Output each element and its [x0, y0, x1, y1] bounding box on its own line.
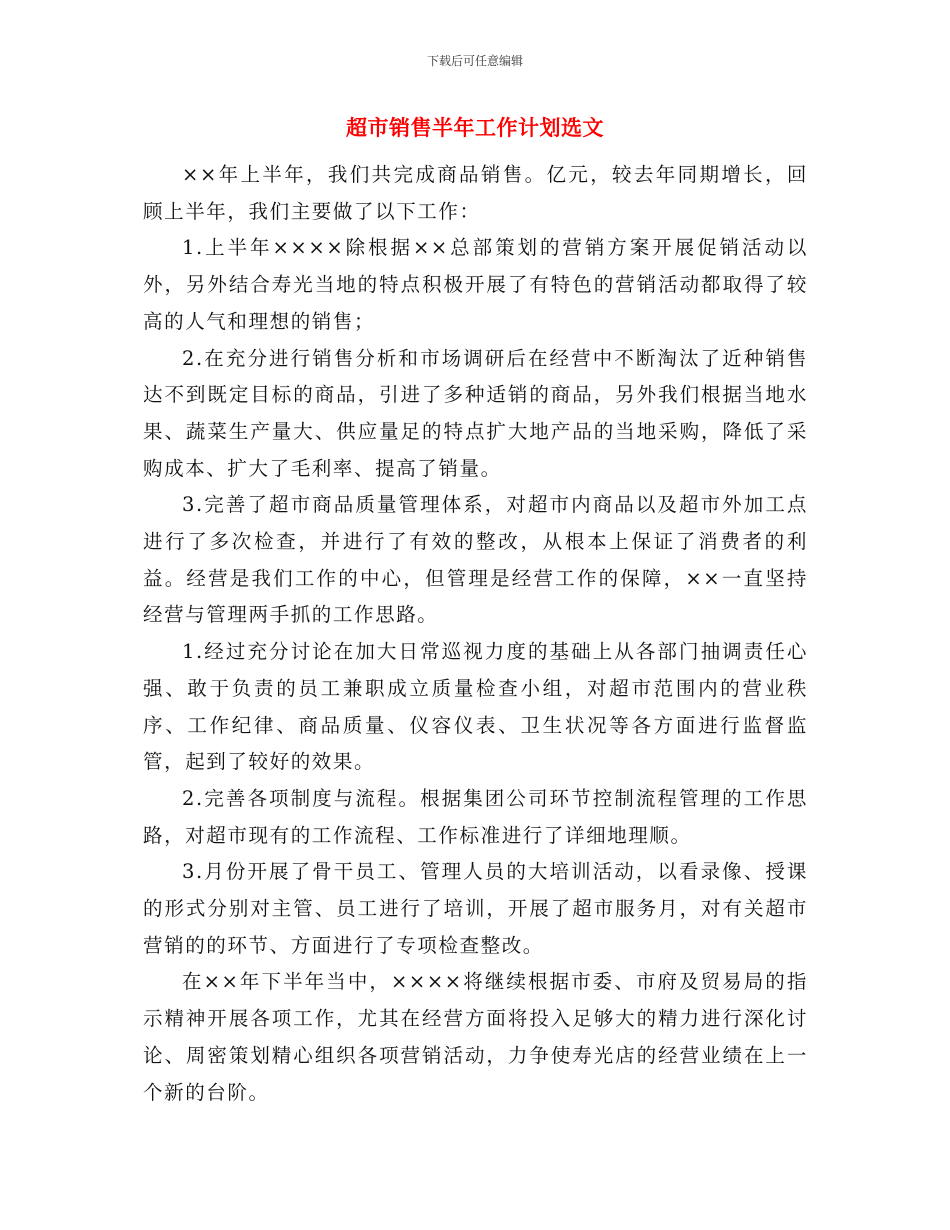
paragraph-management-1: 1.经过充分讨论在加大日常巡视力度的基础上从各部门抽调责任心强、敢于负责的员工兼职成立质量检查小组，对超市范围内的营业秩序、工作纪律、商品质量、仪容仪表、卫生状况等各方面进行监督监管，起到了较好的效果。	[143, 640, 808, 774]
paragraph-management-2: 2.完善各项制度与流程。根据集团公司环节控制流程管理的工作思路，对超市现有的工作流程、工作标准进行了详细地理顺。	[143, 786, 808, 847]
paragraph-item-2: 2.在充分进行销售分析和市场调研后在经营中不断淘汰了近种销售达不到既定目标的商品，引进了多种适销的商品，另外我们根据当地水果、蔬菜生产量大、供应量足的特点扩大地产品的当地采购，降低了采购成本、扩大了毛利率、提高了销量。	[143, 346, 808, 480]
document-title: 超市销售半年工作计划选文	[346, 116, 604, 140]
paragraph-management-3: 3.月份开展了骨干员工、管理人员的大培训活动，以看录像、授课的形式分别对主管、员工进行了培训，开展了超市服务月，对有关超市营销的的环节、方面进行了专项检查整改。	[143, 860, 808, 957]
paragraph-item-1: 1.上半年××××除根据××总部策划的营销方案开展促销活动以外，另外结合寿光当地的特点积极开展了有特色的营销活动都取得了较高的人气和理想的销售；	[143, 236, 808, 333]
paragraph-plan: 在××年下半年当中，××××将继续根据市委、市府及贸易局的指示精神开展各项工作，尤其在经营方面将投入足够大的精力进行深化讨论、周密策划精心组织各项营销活动，力争使寿光店的经营业绩在上一个新的台阶。	[143, 970, 808, 1104]
header-note: 下载后可任意编辑	[426, 54, 523, 68]
paragraph-item-3: 3.完善了超市商品质量管理体系，对超市内商品以及超市外加工点进行了多次检查，并进行了有效的整改，从根本上保证了消费者的利益。经营是我们工作的中心，但管理是经营工作的保障，××一直坚持经营与管理两手抓的工作思路。	[143, 493, 808, 627]
document-body	[143, 157, 808, 1111]
paragraph-intro: ××年上半年，我们共完成商品销售。亿元，较去年同期增长，回顾上半年，我们主要做了以下工作：	[143, 163, 808, 223]
